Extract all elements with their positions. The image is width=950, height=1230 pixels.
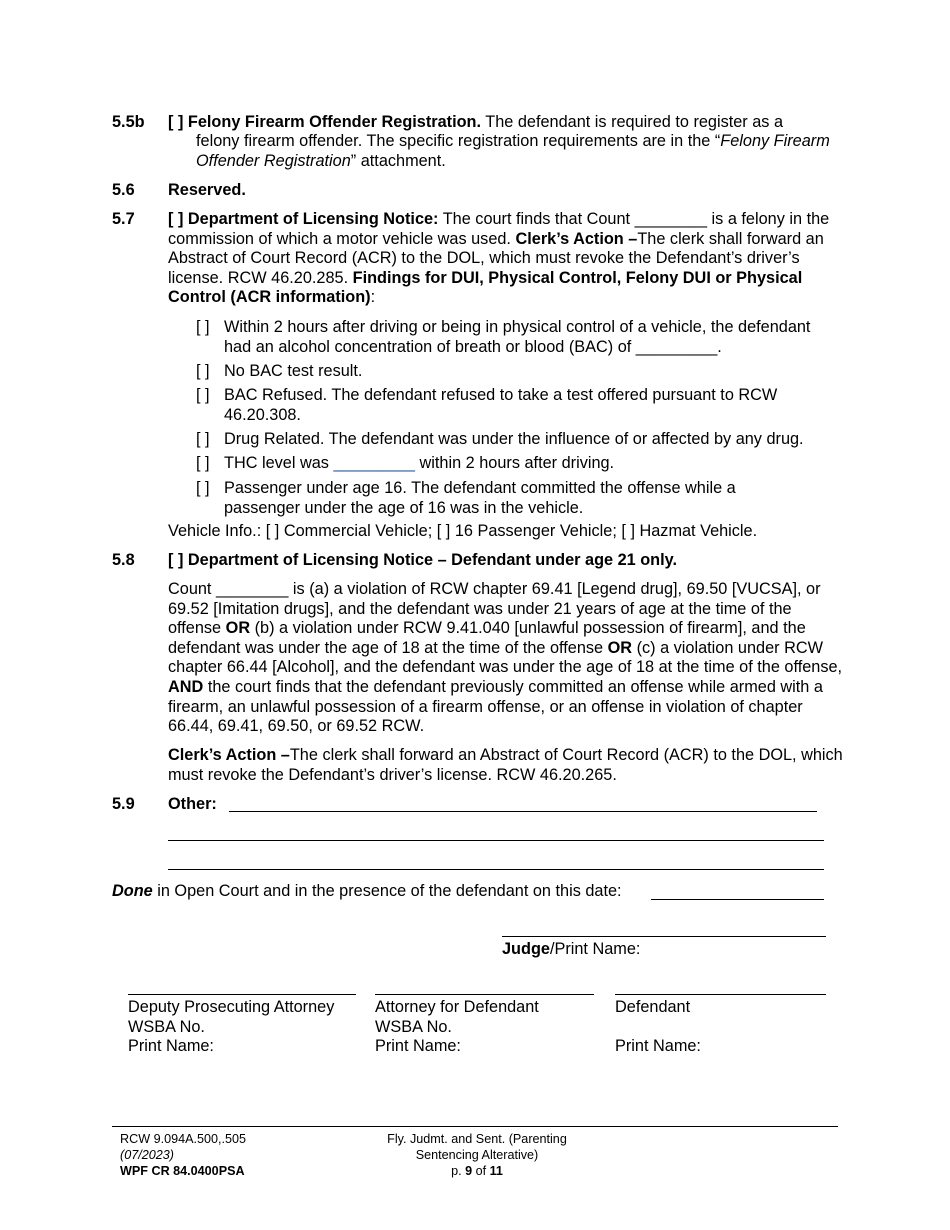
- section-title: [ ] Department of Licensing Notice – Defendant under age 21 only.: [168, 551, 678, 569]
- judge-print-name: /Print Name:: [549, 940, 641, 958]
- page-of: of: [475, 1164, 487, 1178]
- section-5-7: [168, 210, 844, 308]
- list-item: [224, 454, 844, 474]
- wsba-label: WSBA No.: [375, 1017, 452, 1036]
- section-number: 5.5b: [112, 113, 145, 131]
- print-name-label: Print Name:: [128, 1037, 214, 1056]
- footer-rcw: RCW 9.094A.500,.505: [120, 1132, 247, 1146]
- clerk-action-label: Clerk’s Action –: [515, 229, 638, 248]
- section-text: (c) a violation under RCW chapter 66.44 [Alcohol], and the defendant was under the age of 18 at the time of the offense,: [168, 638, 843, 677]
- footer-date: (07/2023): [120, 1148, 174, 1162]
- signature-block-prosecutor: [128, 998, 334, 1057]
- attachment-name: Felony Firearm Offender Registration: [196, 132, 830, 170]
- section-title: [ ] Department of Licensing Notice:: [168, 210, 439, 228]
- section-number: 5.6: [112, 181, 135, 199]
- or-label: OR: [607, 638, 633, 657]
- section-title: Other:: [168, 795, 217, 813]
- list-item: BAC Refused. The defendant refused to take a test offered pursuant to RCW 46.20.308.: [224, 386, 778, 424]
- section-5-5b-cont: [196, 132, 846, 171]
- page-number: [362, 1163, 592, 1179]
- other-line[interactable]: [229, 811, 817, 812]
- section-title: Felony Firearm Offender Registration.: [187, 113, 482, 131]
- section-5-8-clerk: [168, 746, 844, 785]
- section-text: (b) a violation under RCW 9.41.040 [unlawful possession of firearm], and the defendant was under the age of 18 at the time of the offense: [168, 619, 806, 657]
- footer-title: Fly. Judmt. and Sent. (Parenting: [387, 1132, 567, 1146]
- done-text: in Open Court and in the presence of the defendant on this date:: [157, 882, 622, 900]
- print-name-label: Print Name:: [615, 1037, 701, 1056]
- findings-label: Findings for DUI, Physical Control, Felony DUI or Physical Control (ACR information): [168, 268, 803, 307]
- checkbox[interactable]: [ ]: [196, 430, 210, 448]
- list-item: Within 2 hours after driving or being in physical control of a vehicle, the defendant had an alcohol concentration of breath or blood (BAC) of _________.: [224, 318, 811, 356]
- item-text: within 2 hours after driving.: [419, 454, 615, 472]
- or-label: OR: [225, 619, 251, 638]
- section-text: the court finds that the defendant previously committed an offense while armed with a firearm, an unlawful possession of a firearm offense, or an offense in violation of chapter 66.44, 69.41, 69.50, or 69.52 RCW.: [168, 677, 823, 736]
- footer-divider: [112, 1126, 838, 1127]
- checkbox[interactable]: [ ]: [196, 318, 210, 336]
- section-5-5b: [168, 113, 848, 133]
- judge-signature-line[interactable]: [502, 936, 826, 937]
- signature-title: Defendant: [615, 998, 691, 1016]
- checkbox[interactable]: [ ]: [196, 386, 210, 404]
- vehicle-info: Vehicle Info.: [ ] Commercial Vehicle; [ ] 16 Passenger Vehicle; [ ] Hazmat Vehicle.: [168, 522, 758, 540]
- other-line[interactable]: [168, 840, 824, 841]
- print-name-label: Print Name:: [375, 1037, 461, 1056]
- section-number: 5.7: [112, 210, 135, 228]
- list-item: Passenger under age 16. The defendant committed the offense while a passenger under the age of 16 was in the vehicle.: [224, 479, 736, 517]
- signature-block-defendant: [615, 998, 701, 1057]
- clerk-action-label: Clerk’s Action –: [168, 746, 290, 764]
- wsba-label: WSBA No.: [128, 1017, 205, 1036]
- section-title: Reserved.: [168, 181, 246, 199]
- signature-title: Deputy Prosecuting Attorney: [128, 998, 335, 1016]
- item-text: THC level was: [224, 454, 329, 472]
- list-item: No BAC test result.: [224, 362, 363, 380]
- checkbox[interactable]: [ ]: [196, 454, 210, 472]
- section-text: Count ________ is (a) a violation of RCW chapter 69.41 [Legend drug], 69.50 [VUCSA], or 69.52 [Imitation drugs], and the defendant was under 21 years of age at the time of the offense: [168, 580, 821, 638]
- checkbox[interactable]: [ ]: [196, 479, 210, 497]
- list-item: Drug Related. The defendant was under the influence of or affected by any drug.: [224, 430, 804, 448]
- total-pages: 11: [489, 1164, 503, 1178]
- section-text: The clerk shall forward an Abstract of Court Record (ACR) to the DOL, which must revoke the Defendant’s driver’s license. RCW 46.20.265.: [168, 746, 843, 784]
- checkbox[interactable]: [ ]: [168, 113, 184, 131]
- signature-line[interactable]: [615, 994, 826, 995]
- checkbox[interactable]: [ ]: [196, 362, 210, 380]
- signature-line[interactable]: [375, 994, 594, 995]
- section-text: felony firearm offender. The specific registration requirements are in the “: [196, 132, 721, 150]
- date-line[interactable]: [651, 899, 824, 900]
- footer-left: [120, 1131, 246, 1179]
- signature-block-defense: [375, 998, 539, 1057]
- and-label: AND: [168, 677, 204, 696]
- signature-line[interactable]: [128, 994, 356, 995]
- page-prefix: p.: [451, 1164, 462, 1178]
- judge-label: [502, 940, 640, 960]
- footer-title: Sentencing Alterative): [415, 1148, 539, 1162]
- current-page: 9: [465, 1164, 473, 1178]
- footer-form-number: WPF CR 84.0400PSA: [120, 1164, 245, 1178]
- section-text: The court finds that Count ________ is a felony in the commission of which a motor vehicle was used.: [168, 210, 830, 248]
- section-5-8-paragraph: [168, 580, 844, 737]
- signature-title: Attorney for Defendant: [375, 998, 539, 1016]
- thc-blank[interactable]: _________: [333, 454, 415, 472]
- section-text: The defendant is required to register as a: [485, 113, 784, 131]
- other-line[interactable]: [168, 869, 824, 870]
- colon: :: [370, 288, 376, 307]
- section-number: 5.9: [112, 795, 135, 813]
- section-text: The clerk shall forward an Abstract of Court Record (ACR) to the DOL, which must revoke the Defendant’s driver’s license. RCW 46.20.285.: [168, 229, 824, 287]
- section-number: 5.8: [112, 551, 135, 569]
- footer-center: [362, 1131, 592, 1179]
- section-text: ” attachment.: [350, 151, 446, 170]
- judge-title: Judge: [502, 940, 550, 958]
- done-label: Done: [112, 882, 153, 900]
- done-statement: [112, 882, 622, 902]
